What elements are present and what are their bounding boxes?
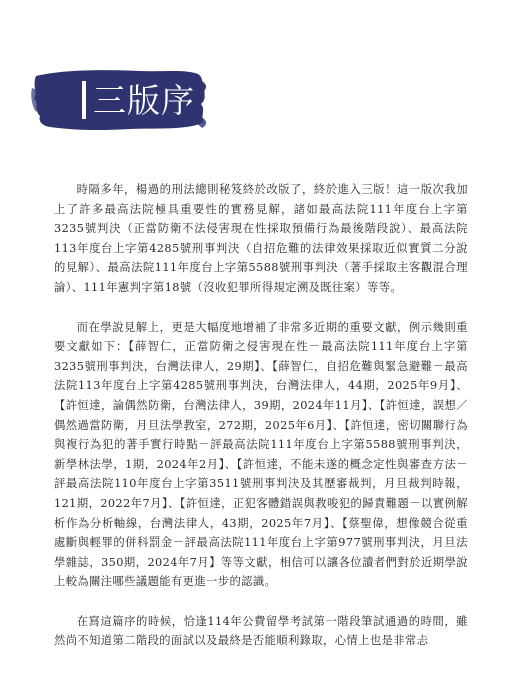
title-banner	[30, 66, 210, 136]
preface-body	[54, 180, 468, 651]
page-title: 三版序	[93, 81, 195, 120]
paragraph-3: 在寫這篇序的時候，恰逢114年公費留學考試第一階段筆試通過的時間，雖然尚不知道第二階段的面試以及最終是否能順利錄取，心情上也是非常忐	[54, 614, 468, 648]
title-accent-bar	[82, 81, 86, 119]
paragraph-2: 而在學說見解上，更是大幅度地增補了非常多近期的重要文獻，例示幾則重要文獻如下：【薛智仁，正當防衛之侵害現在性－最高法院111年度台上字第3235號刑事判決，台灣法律人，29期】、【薛智仁，自招危難與緊急避難－最高法院113年度台上字第4285號刑事判決，台灣法律人，44期，2025年9月】、【許恒達，論偶然防衛，台灣法律人，39期，2024年11月】、【許恒達，誤想／偶然過當防衛，月旦法學教室，272期，2025年6月】、【許恒達，密切關聯行為與複行為犯的著手實行時點－評最高法院111年度台上字第5588號刑事判決，新學林法學，1期，2024年2月】、【許恒達，不能未遂的概念定性與審查方法－評最高法院110年度台上字第3511號刑事判決及其歷審裁判，月旦裁判時報，121期，2022年7月】、【許恒達，正犯客體錯誤與教唆犯的歸責難題－以實例解析作為分析軸線，台灣法律人，43期，2025年7月】、【蔡聖偉，想像競合從重處斷與輕罪的併科罰金－評最高法院111年度台上字第977號刑事判決，月旦法學雜誌，350期，2024年7月】等等文獻，相信可以讓各位讀者們對於近期學說上較為關注哪些議題能有更進一步的認識。	[54, 320, 468, 589]
paragraph-1: 時隔多年，楊過的刑法總則秘笈終於改版了，終於進入三版！這一版次我加上了許多最高法院極具重要性的實務見解，諸如最高法院111年度台上字第3235號判決（正當防衛不法侵害現在性採取預備行為最後階段說）、最高法院113年度台上字第4285號刑事判決（自招危難的法律效果採取近似實質二分說的見解）、最高法院111年度台上字第5588號刑事判決（著手採取主客觀混合理論）、111年憲判字第18號（沒收犯罪所得規定溯及既往案）等等。	[54, 183, 468, 294]
